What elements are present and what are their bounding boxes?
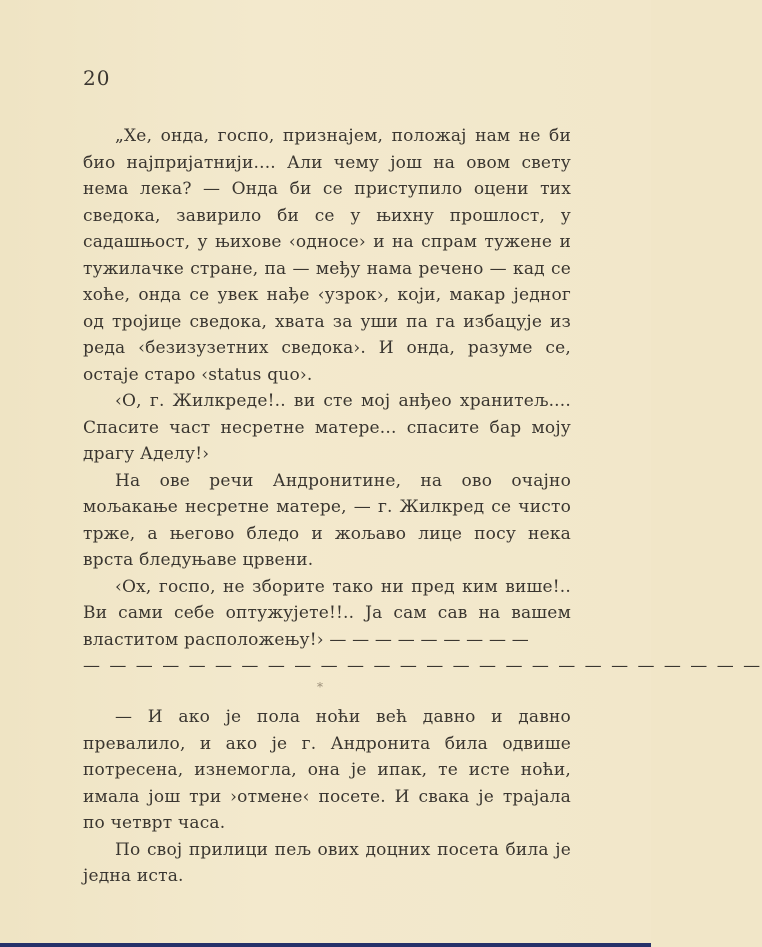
paragraph: ‹Ох, госпо, не зборите тако ни пред ким више!.. Ви сами себе оптужујете!!.. Ја сам сав на вашем властитом расположењу!› — — — — — — — — — <box>83 576 571 650</box>
paragraph: ‹О, г. Жилкреде!.. ви сте мој анђео хранитељ.... Спасите част несретне матере... спасите бар моју драгу Аделу!› <box>83 391 571 464</box>
page-number: 20 <box>83 66 111 90</box>
dash-line: — — — — — — — — — — — — — — — — — — — — — — — — — — <box>83 656 762 676</box>
section-separator: * <box>317 680 323 694</box>
text-block-before-separator <box>83 123 762 680</box>
paragraph: На ове речи Андронитине, на ово очајно мољакање несретне матере, — г. Жилкред се чисто трже, а његово бледо и жољаво лице посу нека врста бледуњаве црвени. <box>83 470 571 570</box>
text-block-after-separator <box>83 704 571 890</box>
paragraph: „Хе, онда, госпо, признајем, положај нам не би био најпријатнији.... Али чему још на овом свету нема лека? — Онда би се приступило оцени тих сведока, завирило би се у њихну прошлост, у садашњост, у њихове ‹односе› и на спрам тужене и тужилачке стране, па — међу нама речено — кад се хоће, онда се увек нађе ‹узрок›, који, макар једног од тројице сведока, хвата за уши па га избацује из реда ‹безизузетних сведока›. И онда, разуме се, остаје старо ‹status quo›. <box>83 126 571 385</box>
paragraph: — И ако је пола ноћи већ давно и давно превалило, и ако је г. Андронита била одвише потресена, изнемогла, она је ипак, те исте ноћи, имала још три ›отмене‹ посете. И свака је трајала по четврт часа. <box>83 707 571 833</box>
paragraph: По свој прилици пељ ових доцних посета била је једна иста. <box>83 839 571 886</box>
page-bottom-edge <box>0 943 651 947</box>
